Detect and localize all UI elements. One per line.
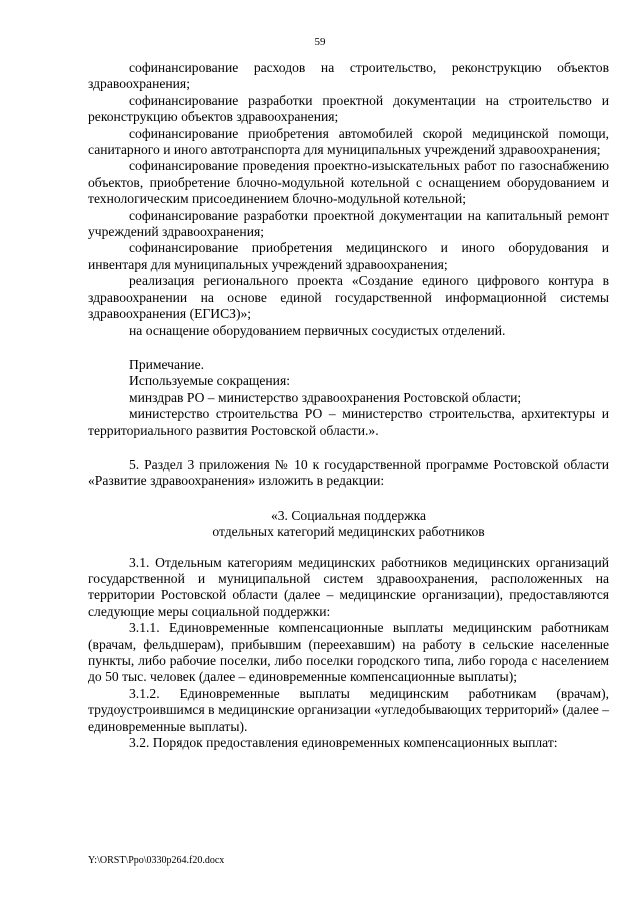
paragraph: софинансирование проведения проектно-изыскательных работ по газоснабжению объектов, приобретение блочно-модульной котельной с оснащением оборудованием и технологическим присоединением блочно-модульной котельной; <box>88 158 609 207</box>
section-title-line-2: отдельных категорий медицинских работников <box>212 524 485 540</box>
abbreviation-item: министерство строительства РО – министерство строительства, архитектуры и территориального развития Ростовской области.». <box>88 406 609 438</box>
paragraph: софинансирование расходов на строительство, реконструкцию объектов здравоохранения; <box>88 60 609 92</box>
paragraph: на оснащение оборудованием первичных сосудистых отделений. <box>129 322 506 338</box>
abbreviation-item: минздрав РО – министерство здравоохранения Ростовской области; <box>129 389 522 405</box>
paragraph: 3.2. Порядок предоставления единовременных компенсационных выплат: <box>129 735 558 751</box>
item-5-paragraph: 5. Раздел 3 приложения № 10 к государственной программе Ростовской области «Развитие здравоохранения» изложить в редакции: <box>88 456 609 489</box>
note-heading: Примечание. <box>129 356 205 372</box>
paragraph: реализация регионального проекта «Создание единого цифрового контура в здравоохранении на основе единой государственной информационной системы здравоохранения (ЕГИСЗ)»; <box>88 273 609 322</box>
paragraph: софинансирование разработки проектной документации на строительство и реконструкцию объектов здравоохранения; <box>88 92 609 125</box>
paragraph: софинансирование приобретения медицинского и иного оборудования и инвентаря для муниципальных учреждений здравоохранения; <box>88 240 609 272</box>
abbreviations-heading: Используемые сокращения: <box>129 373 290 389</box>
document-body <box>88 60 609 751</box>
page-number: 59 <box>314 36 326 48</box>
paragraph: софинансирование разработки проектной документации на капитальный ремонт учреждений здравоохранения; <box>88 207 609 240</box>
paragraph: 3.1.2. Единовременные выплаты медицинским работникам (врачам), трудоустроившимся в медицинские организации «угледобывающих территорий» (далее – единовременные выплаты). <box>88 685 609 734</box>
section-title-line-1: «3. Социальная поддержка <box>270 507 427 523</box>
paragraph: софинансирование приобретения автомобилей скорой медицинской помощи, санитарного и иного автотранспорта для муниципальных учреждений здравоохранения; <box>88 125 609 158</box>
file-path-footer: Y:\ORST\Ppo\0330p264.f20.docx <box>88 855 225 866</box>
paragraph: 3.1.1. Единовременные компенсационные выплаты медицинским работникам (врачам, фельдшерам), прибывшим (переехавшим) на работу в сельские населенные пункты, либо рабочие поселки, либо поселки городского типа, либо города с населением до 50 тыс. человек (далее – единовременные компенсационные выплаты); <box>88 620 609 685</box>
paragraph: 3.1. Отдельным категориям медицинских работников медицинских организаций государственной и муниципальной систем здравоохранения, расположенных на территории Ростовской области (далее – медицинские организации), предоставляются следующие меры социальной поддержки: <box>88 554 609 619</box>
